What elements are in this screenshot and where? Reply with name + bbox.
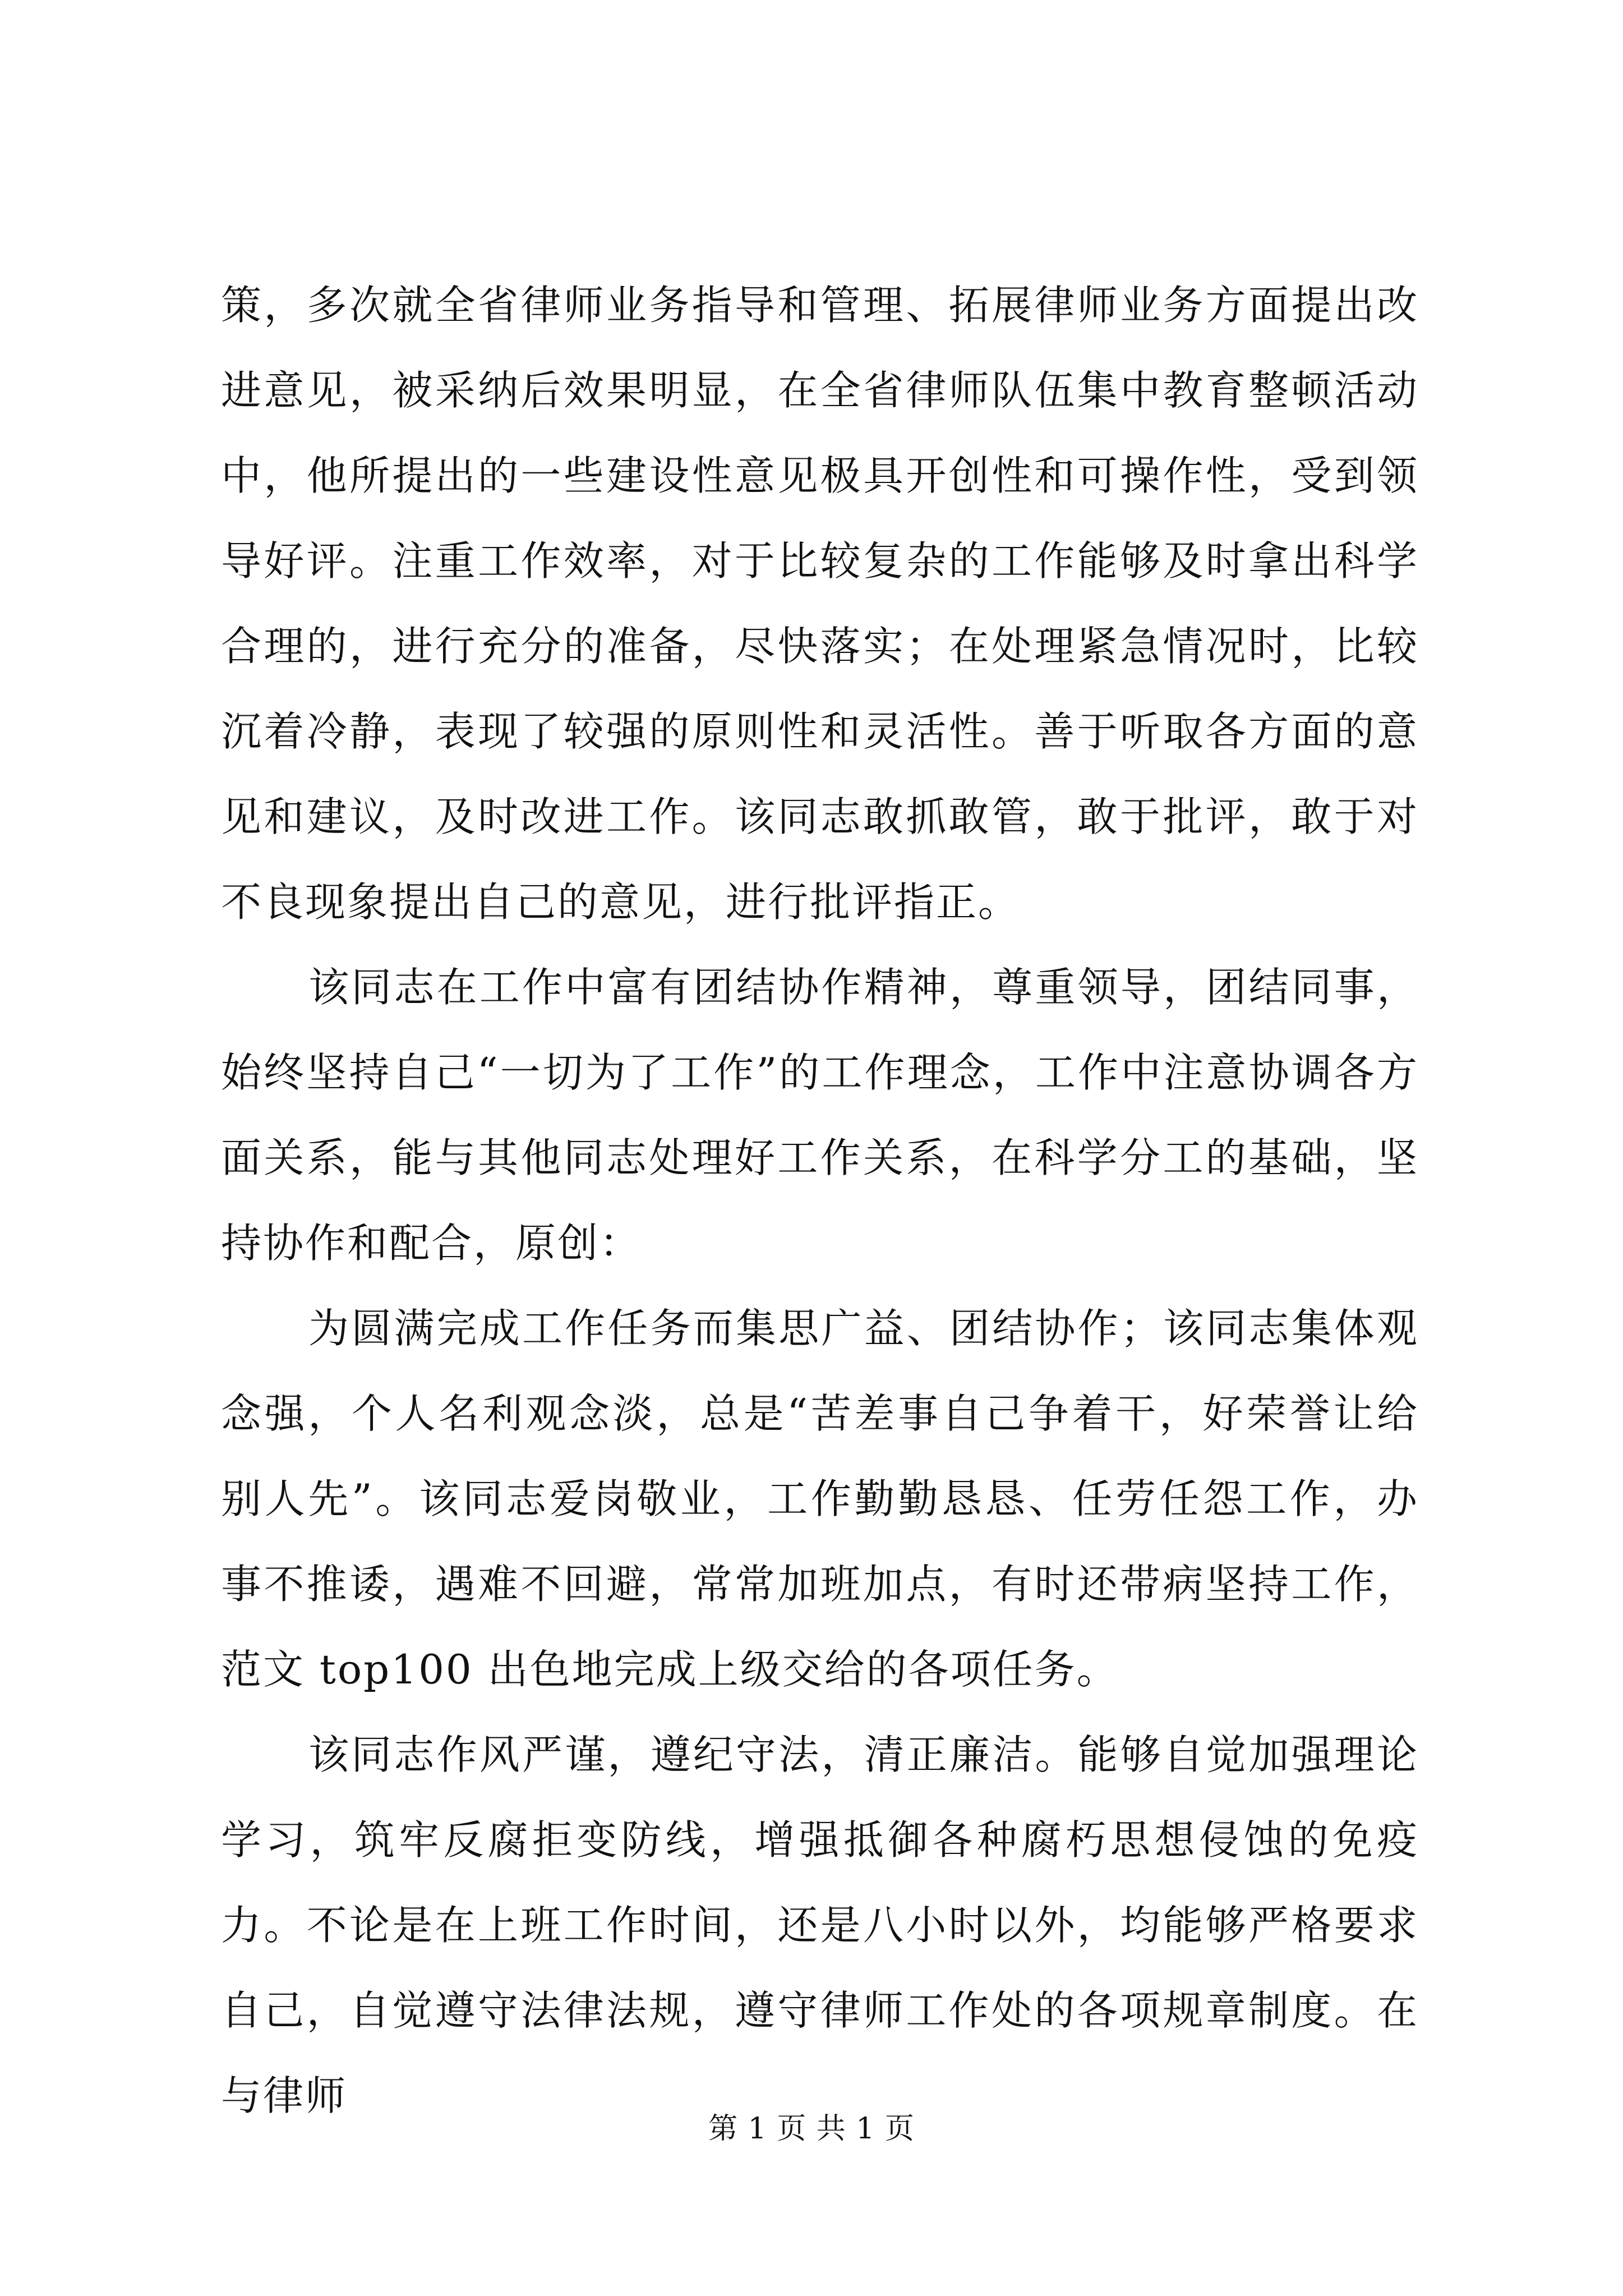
paragraph-2: 该同志在工作中富有团结协作精神，尊重领导，团结同事，始终坚持自己“一切为了工作”的工作理念，工作中注意协调各方面关系，能与其他同志处理好工作关系，在科学分工的基础，坚持协作和配合，原创： xyxy=(221,964,1419,1267)
document-body xyxy=(221,263,1419,2138)
paragraph-1: 策，多次就全省律师业务指导和管理、拓展律师业务方面提出改进意见，被采纳后效果明显，在全省律师队伍集中教育整顿活动中，他所提出的一些建设性意见极具开创性和可操作性，受到领导好评。注重工作效率，对于比较复杂的工作能够及时拿出科学合理的，进行充分的准备，尽快落实；在处理紧急情况时，比较沉着冷静，表现了较强的原则性和灵活性。善于听取各方面的意见和建议，及时改进工作。该同志敢抓敢管，敢于批评，敢于对不良现象提出自己的意见，进行批评指正。 xyxy=(221,282,1419,926)
paragraph-3: 为圆满完成工作任务而集思广益、团结协作；该同志集体观念强，个人名利观念淡，总是“苦差事自己争着干，好荣誉让给别人先”。该同志爱岗敬业，工作勤勤恳恳、任劳任怨工作，办事不推诿，遇难不回避，常常加班加点，有时还带病坚持工作，范文 top100 出色地完成上级交给的各项任务。 xyxy=(221,1305,1419,1693)
paragraph-4: 该同志作风严谨，遵纪守法，清正廉洁。能够自觉加强理论学习，筑牢反腐拒变防线，增强抵御各种腐朽思想侵蚀的免疫力。不论是在上班工作时间，还是八小时以外，均能够严格要求自己，自觉遵守法律法规，遵守律师工作处的各项规章制度。在与律师 xyxy=(221,1731,1419,2119)
page-footer: 第 1 页 共 1 页 xyxy=(708,2112,915,2146)
